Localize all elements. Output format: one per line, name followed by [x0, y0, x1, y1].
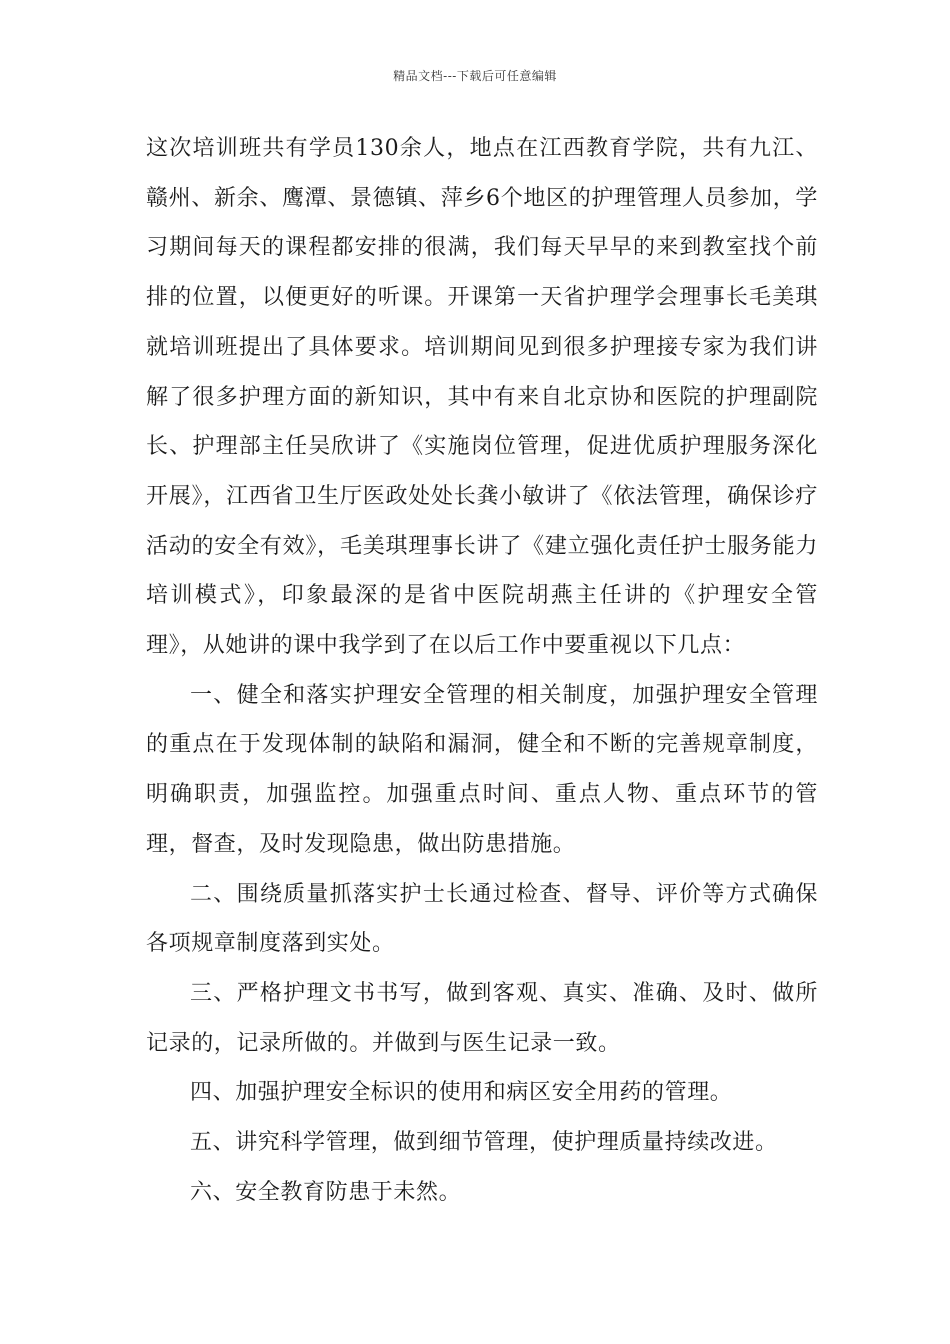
page-header: 精品文档---下载后可任意编辑 — [393, 69, 557, 83]
point-four-paragraph: 四、加强护理安全标识的使用和病区安全用药的管理。 — [190, 1080, 733, 1106]
point-six-paragraph: 六、安全教育防患于未然。 — [190, 1179, 462, 1205]
point-two-paragraph: 二、围绕质量抓落实护士长通过检查、督导、评价等方式确保各项规章制度落到实处。 — [146, 881, 818, 957]
intro-paragraph: 这次培训班共有学员130余人，地点在江西教育学院，共有九江、赣州、新余、鹰潭、景德镇、萍乡6个地区的护理管理人员参加，学习期间每天的课程都安排的很满，我们每天早早的来到教室找个前排的位置，以便更好的听课。开课第一天省护理学会理事长毛美琪就培训班提出了具体要求。培训期间见到很多护理接专家为我们讲解了很多护理方面的新知识，其中有来自北京协和医院的护理副院长、护理部主任吴欣讲了《实施岗位管理，促进优质护理服务深化开展》，江西省卫生厅医政处处长龚小敏讲了《依法管理，确保诊疗活动的安全有效》，毛美琪理事长讲了《建立强化责任护士服务能力培训模式》，印象最深的是省中医院胡燕主任讲的《护理安全管理》，从她讲的课中我学到了在以后工作中要重视以下几点： — [146, 136, 818, 659]
document-body — [146, 124, 818, 1217]
point-three-paragraph: 三、严格护理文书书写，做到客观、真实、准确、及时、做所记录的，记录所做的。并做到与医生记录一致。 — [146, 980, 818, 1056]
point-five-paragraph: 五、讲究科学管理，做到细节管理，使护理质量持续改进。 — [190, 1130, 778, 1156]
point-one-paragraph: 一、健全和落实护理安全管理的相关制度，加强护理安全管理的重点在于发现体制的缺陷和漏洞，健全和不断的完善规章制度，明确职责，加强监控。加强重点时间、重点人物、重点环节的管理，督查，及时发现隐患，做出防患措施。 — [146, 682, 818, 857]
